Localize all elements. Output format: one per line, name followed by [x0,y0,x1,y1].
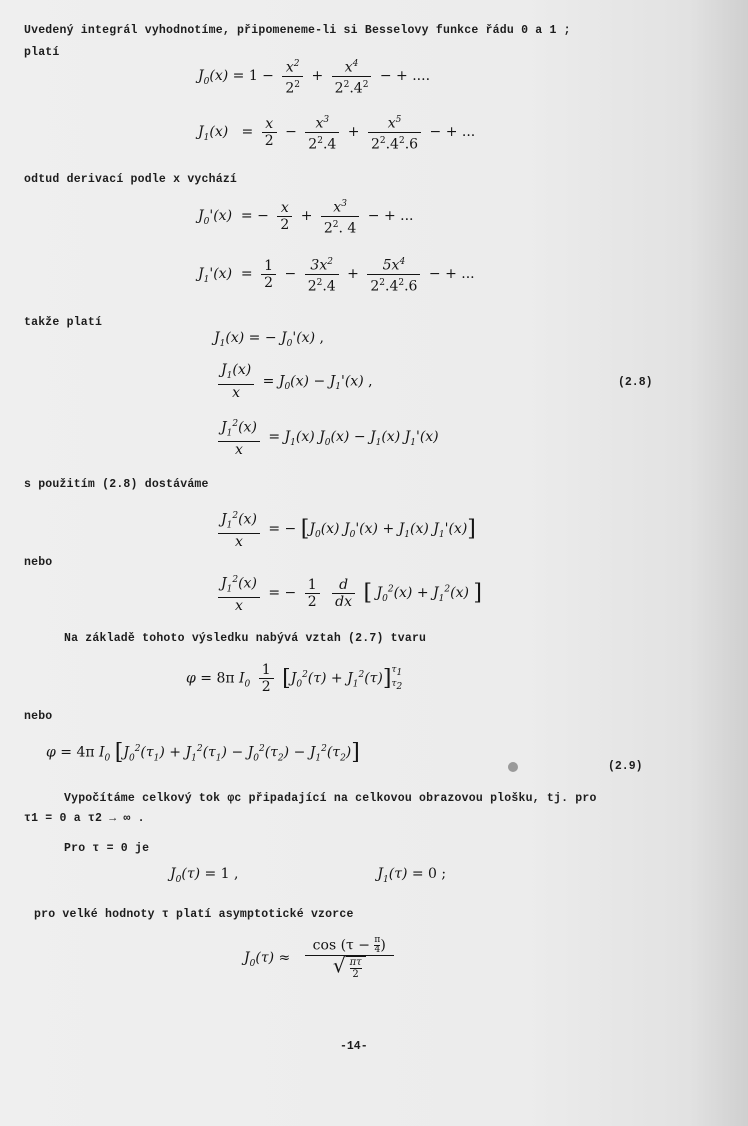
vypocitame-line-2: τ1 = 0 a τ2 → ∞ . [24,812,145,825]
ink-blot [508,762,518,772]
equation-j0-derivative: $J_0'(x)$ = − $\frac{x}{2}$ + $\frac{x^3}{2^2. 4}$ − + ... [198,196,414,236]
velke-line: pro velké hodnoty τ platí asymptotické vzorce [34,908,354,921]
vypocitame-line-1: Vypočítáme celkový tok φc připadající na celkovou obrazovou plošku, tj. pro [64,792,597,805]
intro-line-1: Uvedený integrál vyhodnotíme, připomeneme-li si Besselovy funkce řádu 0 a 1 ; [24,24,571,37]
equation-a: $\frac{J_1^2(x)}{x}$ = − [$J_0(x) J_0'(x) + J_1(x)$ $J_1'(x)$] [214,508,476,550]
equation-j0-series: $J_0(x) = 1$ − $\frac{x^2}{2^2}$ + $\frac{x^4}{2^2.4^2}$ − + .... [198,56,430,96]
equation-j1-series: $J_1(x)$ = $\frac{x}{2}$ − $\frac{x^3}{2^2.4}$ + $\frac{x^5}{2^2.4^2.6}$ − + ... [198,112,475,152]
page-number: -14- [340,1040,368,1053]
nebo-1: nebo [24,556,53,569]
intro-line-2: platí [24,46,60,59]
equation-j1-derivative: $J_1'(x)$ = $\frac{1}{2}$ − $\frac{3x^2}{2^2.4}$ + $\frac{5x^4}{2^2.4^2.6}$ − + ... [198,254,475,294]
pro-tau-line: Pro τ = 0 je [64,842,150,855]
equation-phi-1: φ = 8π $I_0$ $\frac{1}{2}$ $[J_0^2(\tau) + J_1^2(\tau)]$ $\tau_1$ $\tau_2$ [186,662,403,695]
equation-rel2: $\frac{J_1(x)}{x}$ = $J_0(x) - J_1'(x)$ , [214,362,373,401]
equation-asymptotic: $J_0(\tau)$ ≈ cos (τ − $\frac{\pi}{4}$ ) √ $\frac{\pi\tau}{2}$ [244,936,398,980]
nebo-2: nebo [24,710,53,723]
pouzitim-line: s použitím (2.8) dostáváme [24,478,209,491]
takze-line: takže platí [24,316,103,329]
equation-rel1: $J_1(x)$ = − $J_0'(x)$ , [214,330,324,349]
equation-number-2-8: (2.8) [618,376,653,389]
equation-b: $\frac{J_1^2(x)}{x}$ = − $\frac{1}{2}$ $\frac{d}{dx}$ [ $J_0^2(x) + J_1^2(x)$ ] [214,572,482,614]
zaklad-line: Na základě tohoto výsledku nabývá vztah (2.7) tvaru [64,632,427,645]
equation-phi-2: φ = 4π $I_0$ $[J_0^2(\tau_1) + J_1^2(\tau_1) - J_0^2(\tau_2) - J_1^2(\tau_2)]$ [46,740,360,765]
equation-rel3: $\frac{J_1^2(x)}{x}$ = $J_1(x) J_0(x) - J_1(x)$ $J_1'(x)$ [214,416,439,458]
equation-number-2-9: (2.9) [608,760,643,773]
derivative-line: odtud derivací podle x vychází [24,173,238,186]
equation-tau-zero: $J_0(\tau) = 1$ , $J_1(\tau) = 0$ ; [170,866,447,885]
